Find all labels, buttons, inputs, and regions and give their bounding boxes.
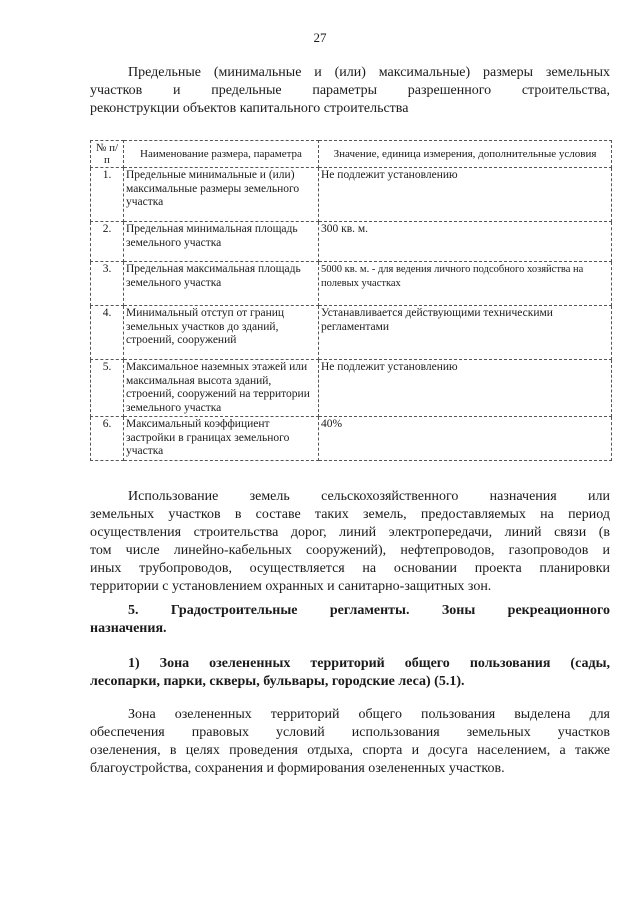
paragraph-line: земельных участков в составе таких земель, предоставляемых на период xyxy=(90,507,610,522)
zone-heading-cont: лесопарки, парки, скверы, бульвары, городские леса) (5.1). xyxy=(90,674,465,689)
caption-line: участков и предельные параметры разрешенного строительства, xyxy=(90,83,610,98)
caption-line: Предельные (минимальные и (или) максимальные) размеры земельных xyxy=(128,65,610,80)
table-row xyxy=(91,417,612,461)
table-caption xyxy=(90,64,610,118)
parameters-table xyxy=(90,140,612,461)
paragraph-line: осуществления строительства дорог, линий электропередачи, линий связи (в xyxy=(90,525,610,540)
row-num: 5. xyxy=(91,360,124,417)
paragraph-line: Использование земель сельскохозяйственного назначения или xyxy=(128,489,610,504)
row-num: 1. xyxy=(91,168,124,222)
row-num: 3. xyxy=(91,262,124,306)
paragraph-line: иных трубопроводов, осуществляется на основании проекта планировки xyxy=(90,561,610,576)
row-name: Предельные минимальные и (или) максимальные размеры земельного участка xyxy=(124,168,319,222)
page-number: 27 xyxy=(313,30,327,45)
row-value: 300 кв. м. xyxy=(319,222,612,262)
header-num: № п/п xyxy=(91,141,124,168)
paragraph-line: обеспечения правовых условий использования земельных участков xyxy=(90,725,610,740)
table-header-row xyxy=(91,141,612,168)
row-value: Устанавливается действующими техническими регламентами xyxy=(319,306,612,360)
table-row xyxy=(91,222,612,262)
row-value: 40% xyxy=(319,417,612,461)
table-row xyxy=(91,168,612,222)
row-num: 2. xyxy=(91,222,124,262)
row-name: Минимальный отступ от границ земельных участков до зданий, строений, сооружений xyxy=(124,306,319,360)
paragraph-land-use xyxy=(90,488,610,596)
paragraph-line: благоустройства, сохранения и формирования озелененных участков. xyxy=(90,761,505,776)
paragraph-line: территории с установлением охранных и санитарно-защитных зон. xyxy=(90,579,492,594)
zone-heading: 1) Зона озелененных территорий общего пользования (сады, xyxy=(128,656,610,671)
row-num: 4. xyxy=(91,306,124,360)
header-name: Наименование размера, параметра xyxy=(124,141,319,168)
row-num: 6. xyxy=(91,417,124,461)
row-name: Предельная максимальная площадь земельного участка xyxy=(124,262,319,306)
row-name: Максимальное наземных этажей или максимальная высота зданий, строений, сооружений на территории земельного участка xyxy=(124,360,319,417)
paragraph-line: том числе линейно-кабельных сооружений), нефтепроводов, газопроводов и xyxy=(90,543,610,558)
row-name: Максимальный коэффициент застройки в границах земельного участка xyxy=(124,417,319,461)
table-row xyxy=(91,306,612,360)
row-value: 5000 кв. м. - для ведения личного подсобного хозяйства на полевых участках xyxy=(319,262,612,306)
header-value: Значение, единица измерения, дополнительные условия xyxy=(319,141,612,168)
table-row xyxy=(91,262,612,306)
section-heading: 5. Градостроительные регламенты. Зоны рекреационного xyxy=(128,603,610,618)
caption-line: реконструкции объектов капитального строительства xyxy=(90,101,409,116)
row-value: Не подлежит установлению xyxy=(319,168,612,222)
row-value: Не подлежит установлению xyxy=(319,360,612,417)
section-heading-cont: назначения. xyxy=(90,621,167,636)
table-row xyxy=(91,360,612,417)
paragraph-zone-description xyxy=(90,706,610,778)
row-name: Предельная минимальная площадь земельного участка xyxy=(124,222,319,262)
paragraph-line: озеленения, в целях проведения отдыха, спорта и досуга населением, а также xyxy=(90,743,610,758)
paragraph-line: Зона озелененных территорий общего пользования выделена для xyxy=(128,707,610,722)
